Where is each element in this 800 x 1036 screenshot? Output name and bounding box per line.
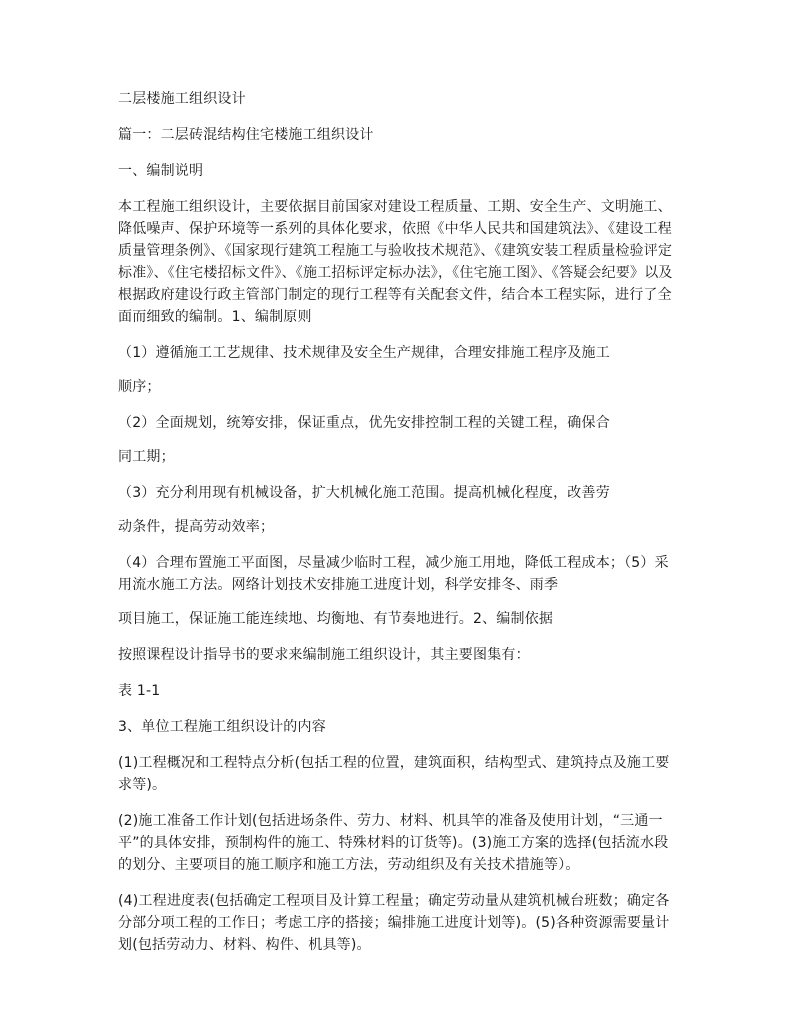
principle-1-line2: 顺序；: [118, 379, 161, 395]
section-heading-contents: 3、单位工程施工组织设计的内容: [118, 719, 326, 735]
document-body: [118, 88, 678, 956]
content-item-1: (1)工程概况和工程特点分析(包括工程的位置，建筑面积，结构型式、建筑持点及施工要求等)。: [118, 755, 670, 793]
section-heading-compilation: 一、编制说明: [118, 163, 204, 179]
principle-1-line1: （1）遵循施工工艺规律、技术规律及安全生产规律，合理安排施工程序及施工: [118, 345, 610, 361]
principle-4-5-paragraph: （4）合理布置施工平面图，尽量减少临时工程，减少施工用地，降低工程成本；（5）采用流水施工方法。网络计划技术安排施工进度计划，科学安排冬、雨季: [118, 555, 669, 593]
principle-5-continuation: 项目施工，保证施工能连续地、均衡地、有节奏地进行。2、编制依据: [118, 611, 554, 627]
document-title: 二层楼施工组织设计: [118, 91, 246, 107]
principle-3-line1: （3）充分利用现有机械设备，扩大机械化施工范围。提高机械化程度，改善劳: [118, 485, 610, 501]
principle-2-line1: （2）全面规划，统筹安排，保证重点，优先安排控制工程的关键工程，确保合: [118, 415, 610, 431]
principle-2-line2: 同工期；: [118, 449, 175, 465]
content-items-2-3: (2)施工准备工作计划(包括进场条件、劳力、材料、机具竿的准备及使用计划，“三通一平”的具体安排，预制构件的施工、特殊材料的订货等)。(3)施工方案的选择(包括流水段的划分、主要项目的施工顺序和施工方法，劳动组织及有关技术措施等）。: [118, 813, 669, 873]
principle-3-line2: 动条件，提高劳动效率；: [118, 519, 275, 535]
table-reference: 表 1-1: [118, 683, 161, 699]
chapter-heading: 篇一：二层砖混结构住宅楼施工组织设计: [118, 127, 374, 143]
content-items-4-5: (4)工程进度表(包括确定工程项目及计算工程量；确定劳动量从建筑机械台班数；确定各分部分项工程的工作日；考虑工序的搭接；编排施工进度计划等)。(5)各种资源需要量计划(包括劳动力、材料、构件、机具等)。: [118, 893, 670, 953]
intro-paragraph: 本工程施工组织设计，主要依据目前国家对建设工程质量、工期、安全生产、文明施工、降低噪声、保护环境等一系列的具体化要求，依照《中华人民共和国建筑法》、《建设工程质量管理条例》、《国家现行建筑工程施工与验收技术规范》、《建筑安装工程质量检验评定标准》、《住宅楼招标文件》、《施工招标评定标办法》，《住宅施工图》、《答疑会纪要》以及根据政府建设行政主管部门制定的现行工程等有关配套文件，结合本工程实际，进行了全面而细致的编制。1、编制原则: [118, 199, 673, 325]
basis-paragraph: 按照课程设计指导书的要求来编制施工组织设计，其主要图集有：: [118, 647, 530, 663]
